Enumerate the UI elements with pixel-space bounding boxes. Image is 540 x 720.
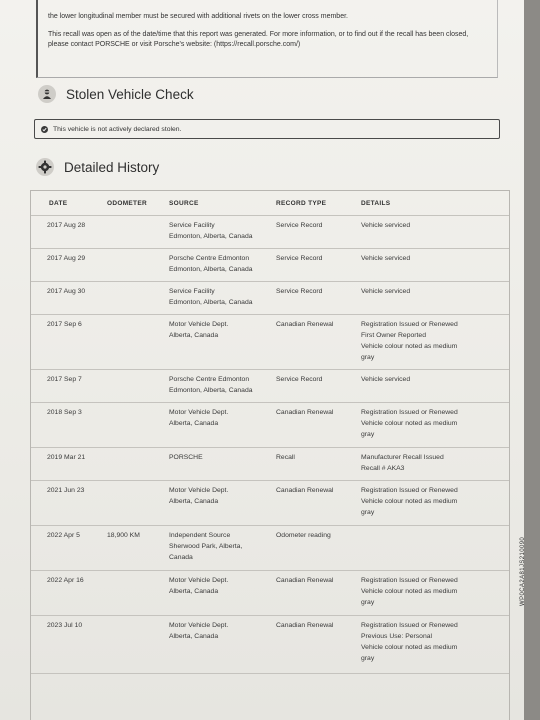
- table-row: [31, 481, 509, 526]
- cell-record-type: Canadian Renewal: [276, 321, 334, 328]
- cell-odometer: [107, 620, 169, 673]
- cell-source-line: Service Facility: [169, 288, 215, 295]
- cell-source: [169, 286, 276, 314]
- cell-details: [361, 407, 491, 447]
- history-table: [30, 190, 510, 720]
- cell-details: [361, 319, 491, 369]
- cell-odometer: [107, 452, 169, 480]
- cell-source-line: Alberta, Canada: [169, 420, 219, 427]
- cell-record-type: Canadian Renewal: [276, 577, 334, 584]
- cell-odometer: [107, 485, 169, 525]
- cell-source-line: Motor Vehicle Dept.: [169, 409, 229, 416]
- cell-details: [361, 620, 491, 673]
- cell-source: [169, 575, 276, 615]
- cell-details: [361, 253, 491, 281]
- cell-source: [169, 374, 276, 402]
- cell-details-line: gray: [361, 655, 375, 662]
- recall-text-2: [48, 30, 487, 50]
- cell-date: 2017 Aug 28: [47, 222, 86, 229]
- cell-source-line: Motor Vehicle Dept.: [169, 622, 229, 629]
- history-header: [36, 158, 159, 176]
- cell-record-type: Canadian Renewal: [276, 622, 334, 629]
- cell-odometer: [107, 575, 169, 615]
- cell-source-line: PORSCHE: [169, 454, 203, 461]
- cell-details-line: Vehicle serviced: [361, 376, 411, 383]
- cell-source-line: Independent Source: [169, 532, 231, 539]
- col-details: DETAILS: [361, 199, 391, 207]
- cell-source: [169, 485, 276, 525]
- cell-record-type: Service Record: [276, 255, 323, 262]
- cell-details-line: Registration Issued or Renewed: [361, 622, 458, 629]
- cell-odometer: [107, 220, 169, 248]
- table-row: [31, 216, 509, 249]
- cell-source-line: Porsche Centre Edmonton: [169, 255, 250, 262]
- cell-date: 2022 Apr 16: [47, 577, 84, 584]
- table-body: [31, 216, 509, 674]
- cell-details: [361, 530, 491, 570]
- cell-source-line: Canada: [169, 554, 193, 561]
- cell-record-type: Service Record: [276, 222, 323, 229]
- cell-source: [169, 620, 276, 673]
- cell-source-line: Edmonton, Alberta, Canada: [169, 266, 253, 273]
- cell-details-line: Registration Issued or Renewed: [361, 409, 458, 416]
- cell-odometer: 18,900 KM: [107, 532, 140, 539]
- cell-details: [361, 575, 491, 615]
- recall-text-1: the lower longitudinal member must be secured with additional rivets on the lower cross member.: [48, 13, 348, 20]
- cell-details-line: Vehicle colour noted as medium: [361, 343, 458, 350]
- cell-details-line: gray: [361, 509, 375, 516]
- cell-source: [169, 319, 276, 369]
- recall-notice: [36, 0, 498, 78]
- cell-source: [169, 452, 276, 480]
- col-odometer: ODOMETER: [107, 199, 147, 207]
- table-row: [31, 616, 509, 674]
- cell-date: 2021 Jun 23: [47, 487, 85, 494]
- cell-source-line: Porsche Centre Edmonton: [169, 376, 250, 383]
- cell-source-line: Service Facility: [169, 222, 215, 229]
- table-header: [31, 191, 509, 216]
- cell-date: 2019 Mar 21: [47, 454, 86, 461]
- cell-details-line: Vehicle colour noted as medium: [361, 588, 458, 595]
- gear-icon: [36, 158, 54, 176]
- cell-odometer: [107, 407, 169, 447]
- stolen-status-box: [34, 119, 500, 139]
- cell-source-line: Motor Vehicle Dept.: [169, 487, 229, 494]
- cell-source-line: Motor Vehicle Dept.: [169, 321, 229, 328]
- cell-details-line: gray: [361, 431, 375, 438]
- cell-details-line: Vehicle serviced: [361, 222, 411, 229]
- cell-details-line: Previous Use: Personal: [361, 633, 433, 640]
- cell-source: [169, 407, 276, 447]
- col-record-type: RECORD TYPE: [276, 199, 327, 207]
- cell-source-line: Edmonton, Alberta, Canada: [169, 233, 253, 240]
- cell-details-line: Vehicle colour noted as medium: [361, 644, 458, 651]
- cell-record-type: Service Record: [276, 288, 323, 295]
- table-row: [31, 315, 509, 370]
- table-row: [31, 249, 509, 282]
- cell-details-line: Vehicle serviced: [361, 255, 411, 262]
- cell-odometer: [107, 253, 169, 281]
- cell-details-line: Registration Issued or Renewed: [361, 321, 458, 328]
- cell-odometer: [107, 286, 169, 314]
- cell-date: 2017 Aug 29: [47, 255, 86, 262]
- stolen-status-text: This vehicle is not actively declared stolen.: [53, 125, 182, 133]
- table-row: [31, 403, 509, 448]
- table-row: [31, 282, 509, 315]
- cell-details-line: First Owner Reported: [361, 332, 426, 339]
- cell-source: [169, 220, 276, 248]
- cell-details-line: Vehicle colour noted as medium: [361, 498, 458, 505]
- cell-date: 2017 Sep 6: [47, 321, 82, 328]
- history-title: Detailed History: [64, 159, 160, 175]
- cell-details: [361, 220, 491, 248]
- stolen-check-header: [38, 85, 194, 103]
- thief-icon: [38, 85, 56, 103]
- col-source: SOURCE: [169, 199, 199, 207]
- cell-source: [169, 530, 276, 570]
- cell-details: [361, 374, 491, 402]
- cell-details-line: Recall # AKA3: [361, 465, 405, 472]
- cell-details-line: Registration Issued or Renewed: [361, 577, 458, 584]
- table-row: [31, 571, 509, 616]
- cell-record-type: Odometer reading: [276, 532, 331, 539]
- vin-side-code: WP0CA2A81JS210090: [520, 536, 526, 606]
- cell-source-line: Motor Vehicle Dept.: [169, 577, 229, 584]
- cell-record-type: Canadian Renewal: [276, 409, 334, 416]
- cell-details: [361, 286, 491, 314]
- cell-details-line: Manufacturer Recall Issued: [361, 454, 444, 461]
- cell-details: [361, 485, 491, 525]
- cell-source-line: Alberta, Canada: [169, 633, 219, 640]
- cell-details: [361, 452, 491, 480]
- cell-source: [169, 253, 276, 281]
- cell-record-type: Recall: [276, 454, 295, 461]
- table-row: [31, 448, 509, 481]
- table-row: [31, 370, 509, 403]
- recall-open-line: This recall was open as of the date/time that this report was generated. For more information, or to find out if the recall has been closed,: [48, 31, 469, 38]
- cell-source-line: Alberta, Canada: [169, 498, 219, 505]
- cell-date: 2023 Jul 10: [47, 622, 83, 629]
- col-date: DATE: [49, 199, 68, 207]
- cell-source-line: Alberta, Canada: [169, 332, 219, 339]
- cell-details-line: Vehicle colour noted as medium: [361, 420, 458, 427]
- cell-date: 2018 Sep 3: [47, 409, 82, 416]
- cell-odometer: [107, 374, 169, 402]
- table-row: [31, 526, 509, 571]
- cell-source-line: Edmonton, Alberta, Canada: [169, 387, 253, 394]
- cell-date: 2017 Sep 7: [47, 376, 82, 383]
- cell-source-line: Alberta, Canada: [169, 588, 219, 595]
- cell-record-type: Canadian Renewal: [276, 487, 334, 494]
- cell-source-line: Sherwood Park, Alberta,: [169, 543, 243, 550]
- stolen-check-title: Stolen Vehicle Check: [66, 86, 194, 102]
- cell-date: 2022 Apr 5: [47, 532, 80, 539]
- cell-details-line: gray: [361, 354, 375, 361]
- cell-details-line: gray: [361, 599, 375, 606]
- cell-date: 2017 Aug 30: [47, 288, 86, 295]
- cell-details-line: Registration Issued or Renewed: [361, 487, 458, 494]
- cell-details-line: Vehicle serviced: [361, 288, 411, 295]
- cell-record-type: Service Record: [276, 376, 323, 383]
- cell-odometer: [107, 319, 169, 369]
- cell-source-line: Edmonton, Alberta, Canada: [169, 299, 253, 306]
- check-circle-icon: [41, 126, 48, 133]
- recall-contact-line: please contact PORSCHE or visit Porsche's website: (https://recall.porsche.com/): [48, 41, 301, 48]
